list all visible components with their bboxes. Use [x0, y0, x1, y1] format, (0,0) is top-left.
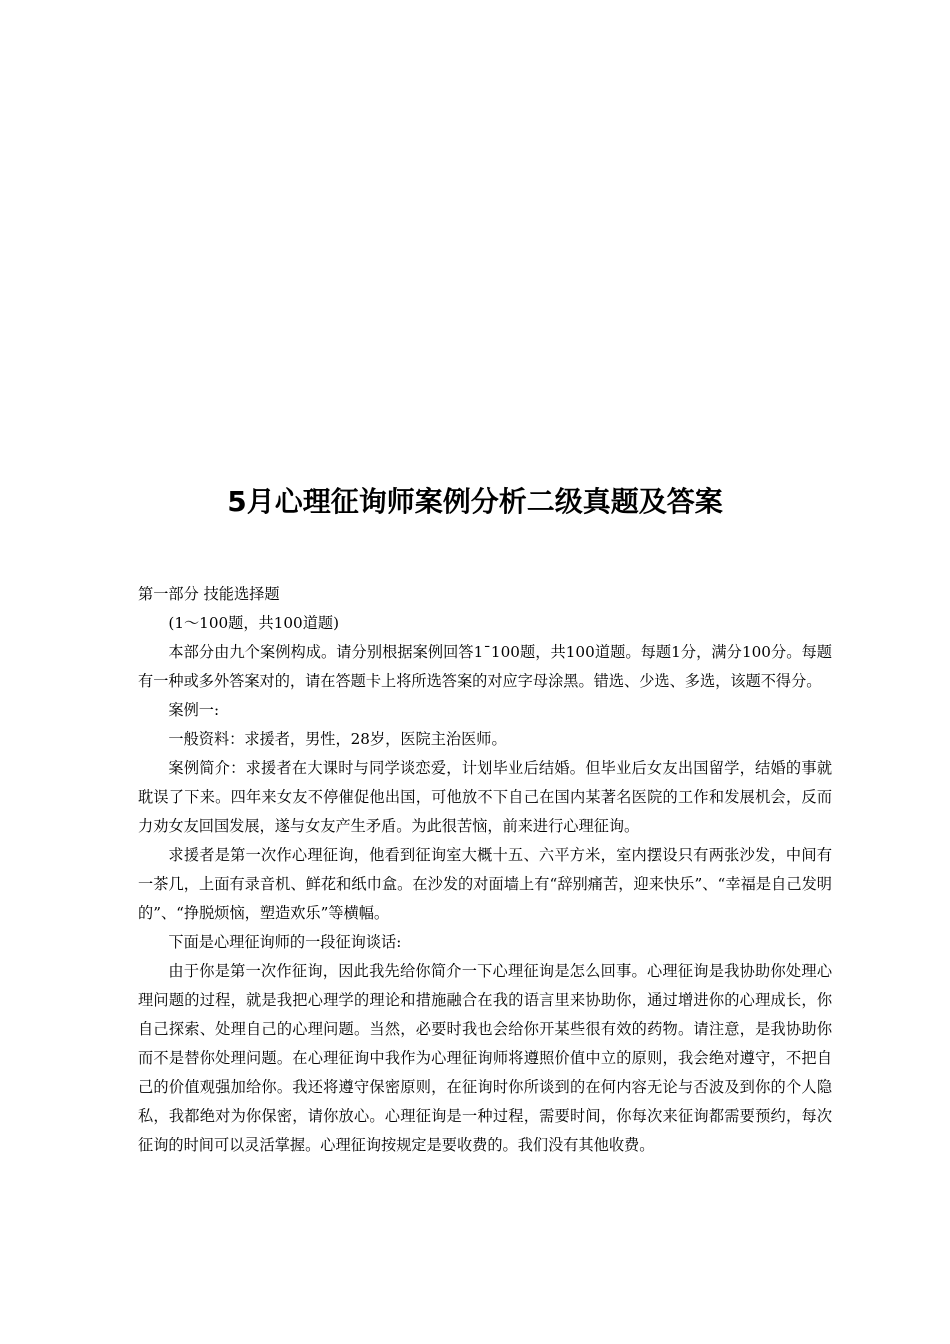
question-range: (1～100题，共100道题) [168, 614, 340, 632]
document-title: 5月心理征询师案例分析二级真题及答案 [227, 485, 723, 518]
section-heading: 第一部分 技能选择题 [138, 585, 280, 603]
room-description-paragraph: 求援者是第一次作心理征询，他看到征询室大概十五、六平方米，室内摆设只有两张沙发，中间有一茶几，上面有录音机、鲜花和纸巾盒。在沙发的对面墙上有“辞别痛苦，迎来快乐”、“幸福是自己发明的”、“挣脱烦恼，塑造欢乐”等横幅。 [138, 846, 832, 922]
document-body [138, 580, 832, 1160]
dialogue-intro-paragraph: 下面是心理征询师的一段征询谈话: [168, 933, 402, 951]
case-heading: 案例一: [168, 701, 220, 719]
general-info-paragraph: 一般资料：求援者，男性，28岁，医院主治医师。 [168, 730, 507, 748]
counselor-speech-paragraph: 由于你是第一次作征询，因此我先给你简介一下心理征询是怎么回事。心理征询是我协助你处理心理问题的过程，就是我把心理学的理论和措施融合在我的语言里来协助你，通过增进你的心理成长，你自己探索、处理自己的心理问题。当然，必要时我也会给你开某些很有效的药物。请注意，是我协助你而不是替你处理问题。在心理征询中我作为心理征询师将遵照价值中立的原则，我会绝对遵守，不把自己的价值观强加给你。我还将遵守保密原则，在征询时你所谈到的在何内容无论与否波及到你的个人隐私，我都绝对为你保密，请你放心。心理征询是一种过程，需要时间，你每次来征询都需要预约，每次征询的时间可以灵活掌握。心理征询按规定是要收费的。我们没有其他收费。 [138, 962, 832, 1154]
case-summary-paragraph: 案例简介：求援者在大课时与同学谈恋爱，计划毕业后结婚。但毕业后女友出国留学，结婚的事就耽误了下来。四年来女友不停催促他出国，可他放不下自己在国内某著名医院的工作和发展机会，反而力劝女友回国发展，遂与女友产生矛盾。为此很苦恼，前来进行心理征询。 [138, 759, 832, 835]
instructions-paragraph: 本部分由九个案例构成。请分别根据案例回答1¯100题，共100道题。每题1分，满分100分。每题有一种或多外答案对的，请在答题卡上将所选答案的对应字母涂黑。错选、少选、多选，该题不得分。 [138, 643, 832, 690]
